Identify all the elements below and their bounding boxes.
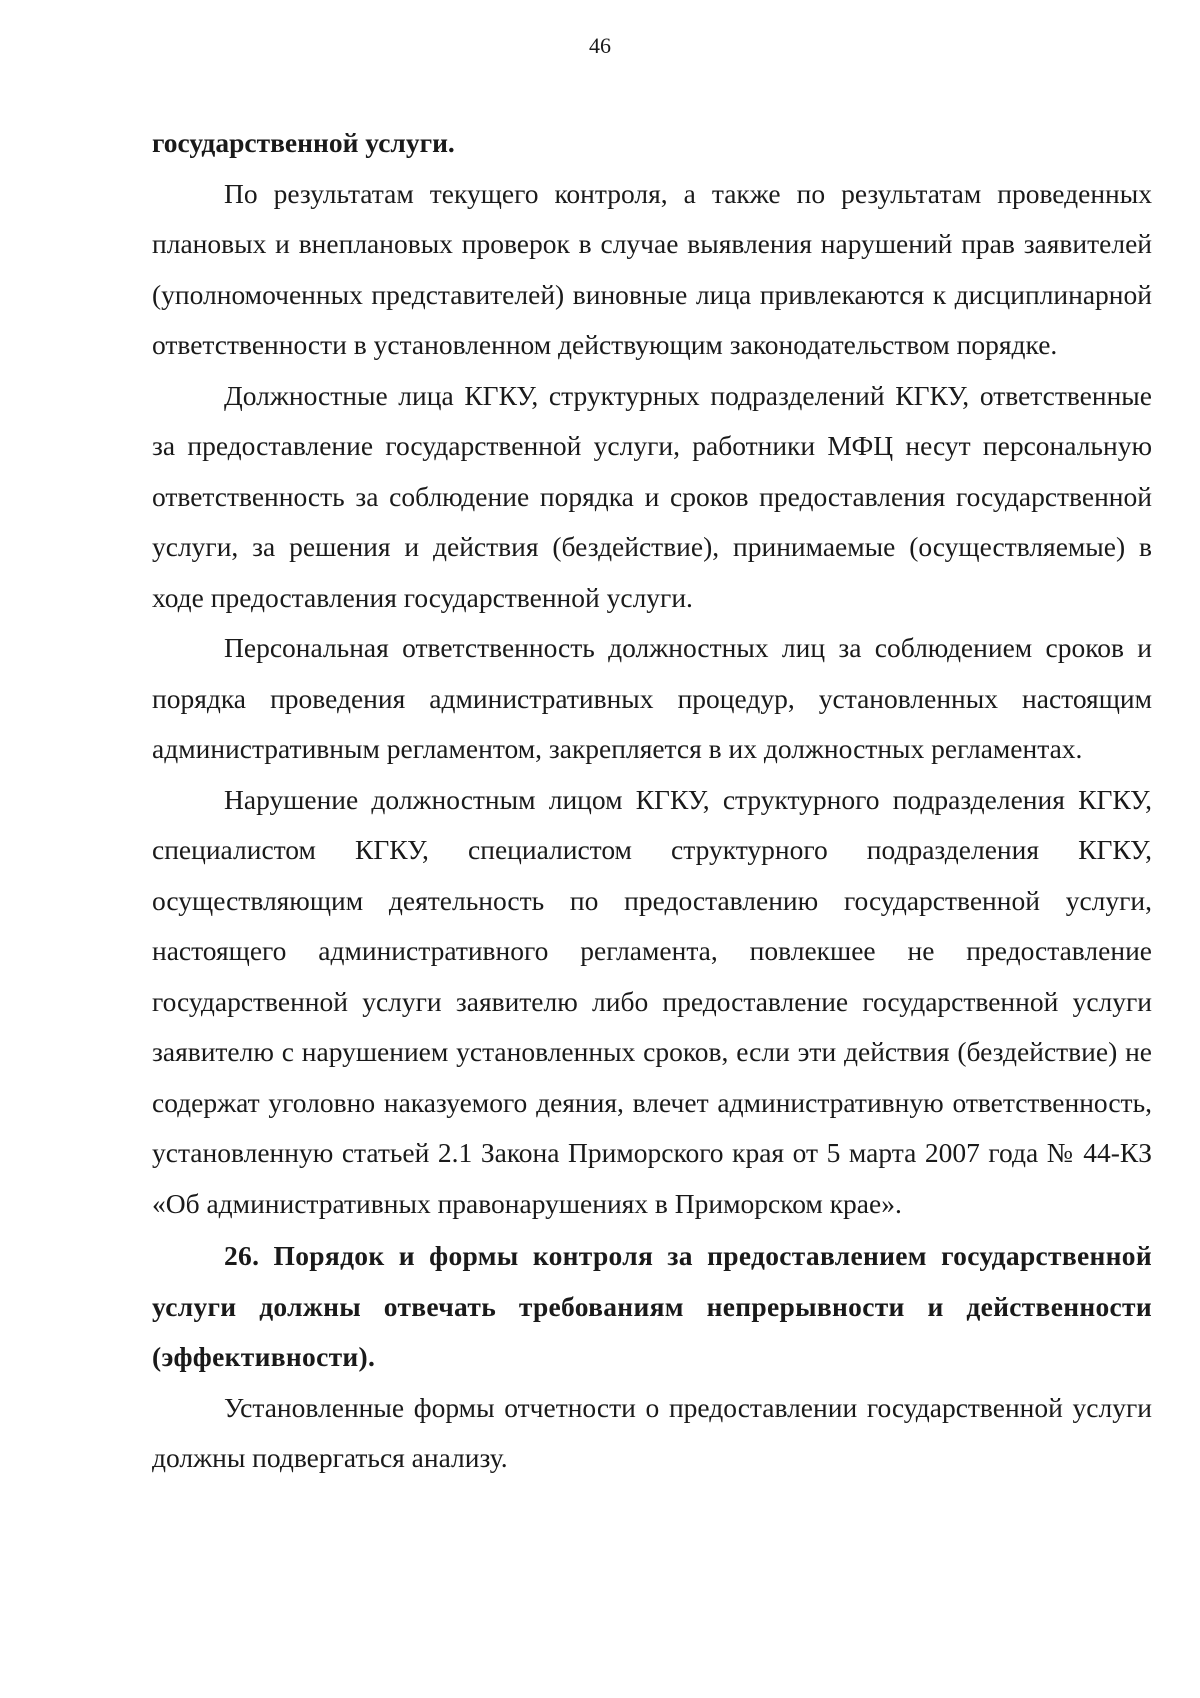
paragraph-personal-responsibility: Должностные лица КГКУ, структурных подразделений КГКУ, ответственные за предоставление государственной услуги, работники МФЦ несут персональную ответственность за соблюдение порядка и сроков предоставления государственной услуги, за решения и действия (бездействие), принимаемые (осуществляемые) в ходе предоставления государственной услуги.: [152, 379, 1152, 613]
section-heading-26: 26. Порядок и формы контроля за предоставлением государственной услуги должны отвечать требованиям непрерывности и действенности (эффективности).: [152, 1240, 1152, 1372]
paragraph-current-control: По результатам текущего контроля, а также по результатам проведенных плановых и внеплановых проверок в случае выявления нарушений прав заявителей (уполномоченных представителей) виновные лица привлекаются к дисциплинарной ответственности в установленном действующим законодательством порядке.: [152, 177, 1152, 360]
page-number: 46: [589, 33, 611, 58]
paragraph-violation-liability: Нарушение должностным лицом КГКУ, структурного подразделения КГКУ, специалистом КГКУ, специалистом структурного подразделения КГКУ, осуществляющим деятельность по предоставлению государственной услуги, настоящего административного регламента, повлекшее не предоставление государственной услуги заявителю либо предоставление государственной услуги заявителю с нарушением установленных сроков, если эти действия (бездействие) не содержат уголовно наказуемого деяния, влечет административную ответственность, установленную статьей 2.1 Закона Приморского края от 5 марта 2007 года № 44-КЗ «Об административных правонарушениях в Приморском крае».: [152, 783, 1152, 1219]
document-body: [152, 118, 1152, 1484]
continuation-heading: государственной услуги.: [152, 127, 455, 158]
paragraph-deadlines-responsibility: Персональная ответственность должностных лиц за соблюдением сроков и порядка проведения административных процедур, установленных настоящим административным регламентом, закрепляется в их должностных регламентах.: [152, 632, 1152, 764]
paragraph-reporting-analysis: Установленные формы отчетности о предоставлении государственной услуги должны подвергаться анализу.: [152, 1391, 1152, 1473]
